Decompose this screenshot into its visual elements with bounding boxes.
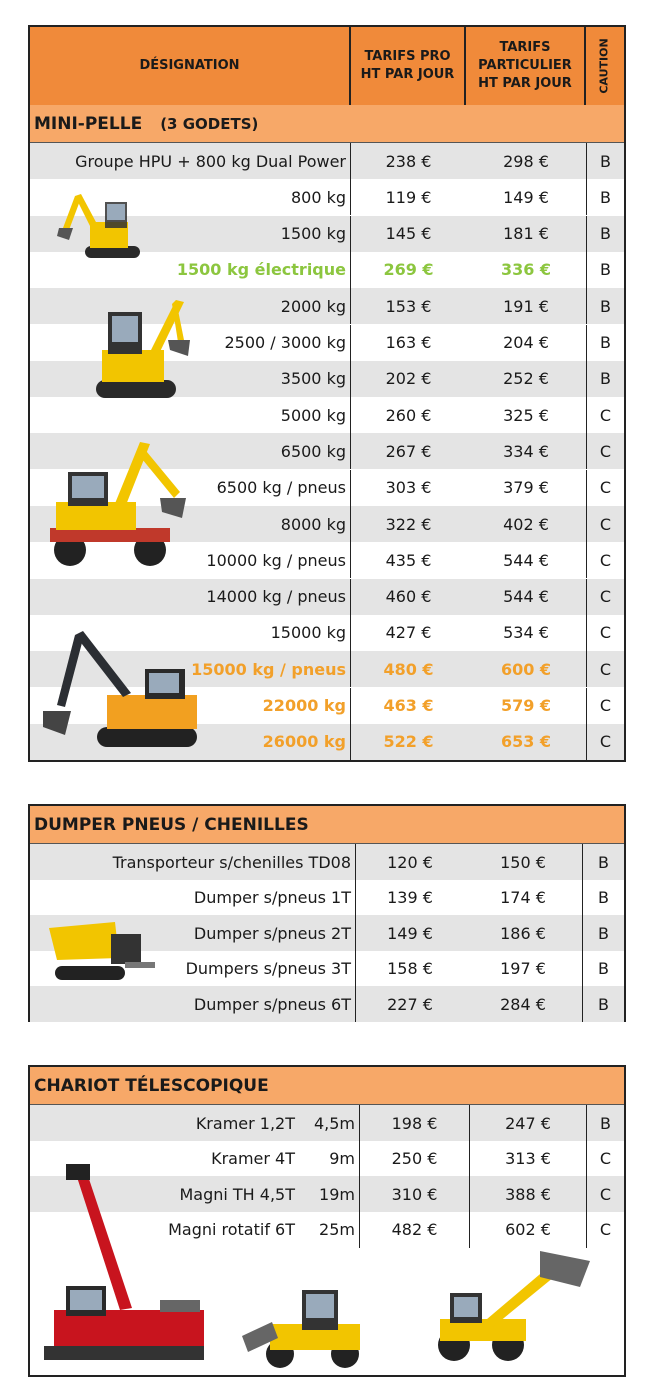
row-price-particulier: 181 € [503,224,549,244]
row-price-pro: 427 € [385,623,432,643]
row-price-pro: 250 € [360,1141,470,1177]
row-label: 6500 kg / pneus [216,478,346,498]
row-caution: C [586,724,624,760]
row-caution: B [586,325,624,361]
row-caution: C [586,470,624,506]
row-price-particulier: 402 € [503,514,549,534]
header-tarifs-particulier: TARIFS PARTICULIER HT PAR JOUR [466,27,586,105]
row-price-pro: 238 € [385,151,432,171]
row-designation [30,1105,360,1141]
row-height: 9m [329,1149,355,1168]
row-price-pro: 482 € [360,1212,470,1248]
row-label: 15000 kg [270,623,346,643]
row-label: Kramer 4T [211,1149,295,1168]
row-caution: C [586,651,624,687]
row-label: Dumper s/pneus 1T [193,888,351,907]
row-designation [30,844,356,880]
row-price-pro: 460 € [385,587,432,607]
row-designation [30,143,351,179]
table-row [30,844,624,880]
row-label: Transporteur s/chenilles TD08 [112,852,351,872]
row-price-pro: 158 € [387,959,433,978]
row-caution: B [586,252,624,288]
row-label: Dumper s/pneus 6T [193,994,351,1014]
row-designation [30,579,351,615]
row-price-particulier: 174 € [500,888,546,907]
rotating-telehandler-image [40,1160,210,1372]
row-designation [30,880,356,916]
row-price-particulier: 252 € [503,369,549,389]
row-label: Groupe HPU + 800 kg Dual Power [75,151,346,171]
row-label: 6500 kg [280,441,346,461]
row-price-particulier: 544 € [503,587,549,607]
row-price-particulier: 336 € [500,260,552,280]
row-price-pro: 463 € [383,696,434,715]
table-row [30,579,624,615]
table-row [30,1105,624,1141]
row-caution: C [586,542,624,578]
row-price-particulier: 197 € [500,959,546,978]
row-label: 8000 kg [280,514,346,534]
row-label: Magni rotatif 6T [168,1220,295,1239]
row-caution: C [586,1176,624,1212]
row-price-particulier: 653 € [500,732,552,752]
row-price-pro: 303 € [385,478,432,498]
section-title-dumper: DUMPER PNEUS / CHENILLES [30,806,624,844]
row-price-pro: 119 € [385,187,432,207]
row-caution: B [586,1105,624,1141]
row-price-particulier: 602 € [505,1220,551,1239]
row-label: Dumper s/pneus 2T [193,923,351,943]
row-price-particulier: 298 € [503,151,549,171]
row-price-particulier: 247 € [505,1113,551,1133]
row-price-particulier: 334 € [503,441,549,461]
row-price-pro: 198 € [360,1105,470,1141]
row-caution: B [586,288,624,324]
row-price-particulier: 191 € [503,296,549,316]
row-price-pro: 322 € [385,514,432,534]
row-designation [30,986,356,1022]
row-caution: B [586,179,624,215]
row-caution: B [582,844,624,880]
row-price-particulier: 149 € [503,187,549,207]
row-price-pro: 522 € [383,732,434,752]
row-label: 22000 kg [262,696,346,715]
row-caution: B [586,361,624,397]
row-price-pro: 269 € [383,260,434,280]
row-price-particulier: 379 € [503,478,549,498]
row-caution: C [586,397,624,433]
row-price-particulier: 204 € [503,333,549,352]
wheeled-excavator-image [40,432,190,572]
row-label: 1500 kg électrique [176,260,346,280]
row-price-pro: 267 € [385,441,432,461]
row-price-pro: 139 € [387,888,433,907]
table-row [30,880,624,916]
mini-excavator-small-image [55,188,145,266]
header-tarifs-pro: TARIFS PRO HT PAR JOUR [351,27,466,105]
mini-excavator-medium-image [88,290,198,408]
row-label: Kramer 1,2T [195,1113,295,1133]
row-caution: C [586,506,624,542]
row-price-pro: 120 € [387,852,433,872]
row-label: Dumpers s/pneus 3T [185,959,351,978]
row-height: 25m [319,1220,355,1239]
section-title-mini-pelle: MINI-PELLE (3 GODETS) [30,105,624,143]
row-price-pro: 149 € [387,923,433,943]
row-height: 4,5m [313,1113,355,1133]
row-price-particulier: 534 € [503,623,549,643]
row-price-pro: 310 € [360,1176,470,1212]
row-label: 800 kg [290,187,346,207]
section-title-chariot: CHARIOT TÉLESCOPIQUE [30,1067,624,1105]
row-price-particulier: 544 € [503,550,549,570]
row-label: 1500 kg [280,224,346,244]
row-caution: C [586,1141,624,1177]
row-price-particulier: 186 € [500,923,546,943]
tracked-dumper-image [45,912,160,984]
row-caution: C [586,615,624,651]
compact-telehandler-image [240,1280,375,1370]
row-price-particulier: 600 € [500,659,552,679]
table-row [30,986,624,1022]
row-label: 3500 kg [280,369,346,389]
table-row [30,143,624,179]
row-label: Magni TH 4,5T [179,1184,295,1204]
row-label: 15000 kg / pneus [191,659,346,679]
row-price-pro: 227 € [387,994,433,1014]
row-label: 2500 / 3000 kg [224,333,346,352]
row-caution: B [582,986,624,1022]
header-designation: DÉSIGNATION [30,27,351,105]
row-caution: C [586,1212,624,1248]
row-price-pro: 260 € [385,405,432,425]
row-price-pro: 202 € [385,369,432,389]
row-label: 14000 kg / pneus [206,587,346,607]
row-price-pro: 145 € [385,224,432,244]
row-caution: B [582,880,624,916]
row-caution: C [586,433,624,469]
row-label: 5000 kg [280,405,346,425]
row-caution: C [586,688,624,724]
row-price-particulier: 313 € [505,1149,551,1168]
row-price-particulier: 284 € [500,994,546,1014]
row-price-pro: 480 € [383,659,434,679]
row-height: 19m [319,1184,355,1204]
row-caution: B [582,915,624,951]
row-price-pro: 153 € [385,296,432,316]
row-caution: B [586,216,624,252]
row-caution: B [582,951,624,987]
crawler-excavator-image [35,625,205,755]
table-header [30,27,624,107]
header-caution: CAUTION [598,38,611,94]
row-caution: B [586,143,624,179]
row-price-particulier: 388 € [505,1184,551,1204]
row-price-pro: 163 € [385,333,432,352]
row-price-particulier: 579 € [500,696,552,715]
row-label: 10000 kg / pneus [206,550,346,570]
row-price-particulier: 150 € [500,852,546,872]
row-caution: C [586,579,624,615]
standard-telehandler-image [430,1245,595,1365]
row-price-pro: 435 € [385,550,432,570]
row-price-particulier: 325 € [503,405,549,425]
row-label: 26000 kg [262,732,346,752]
row-label: 2000 kg [280,296,346,316]
